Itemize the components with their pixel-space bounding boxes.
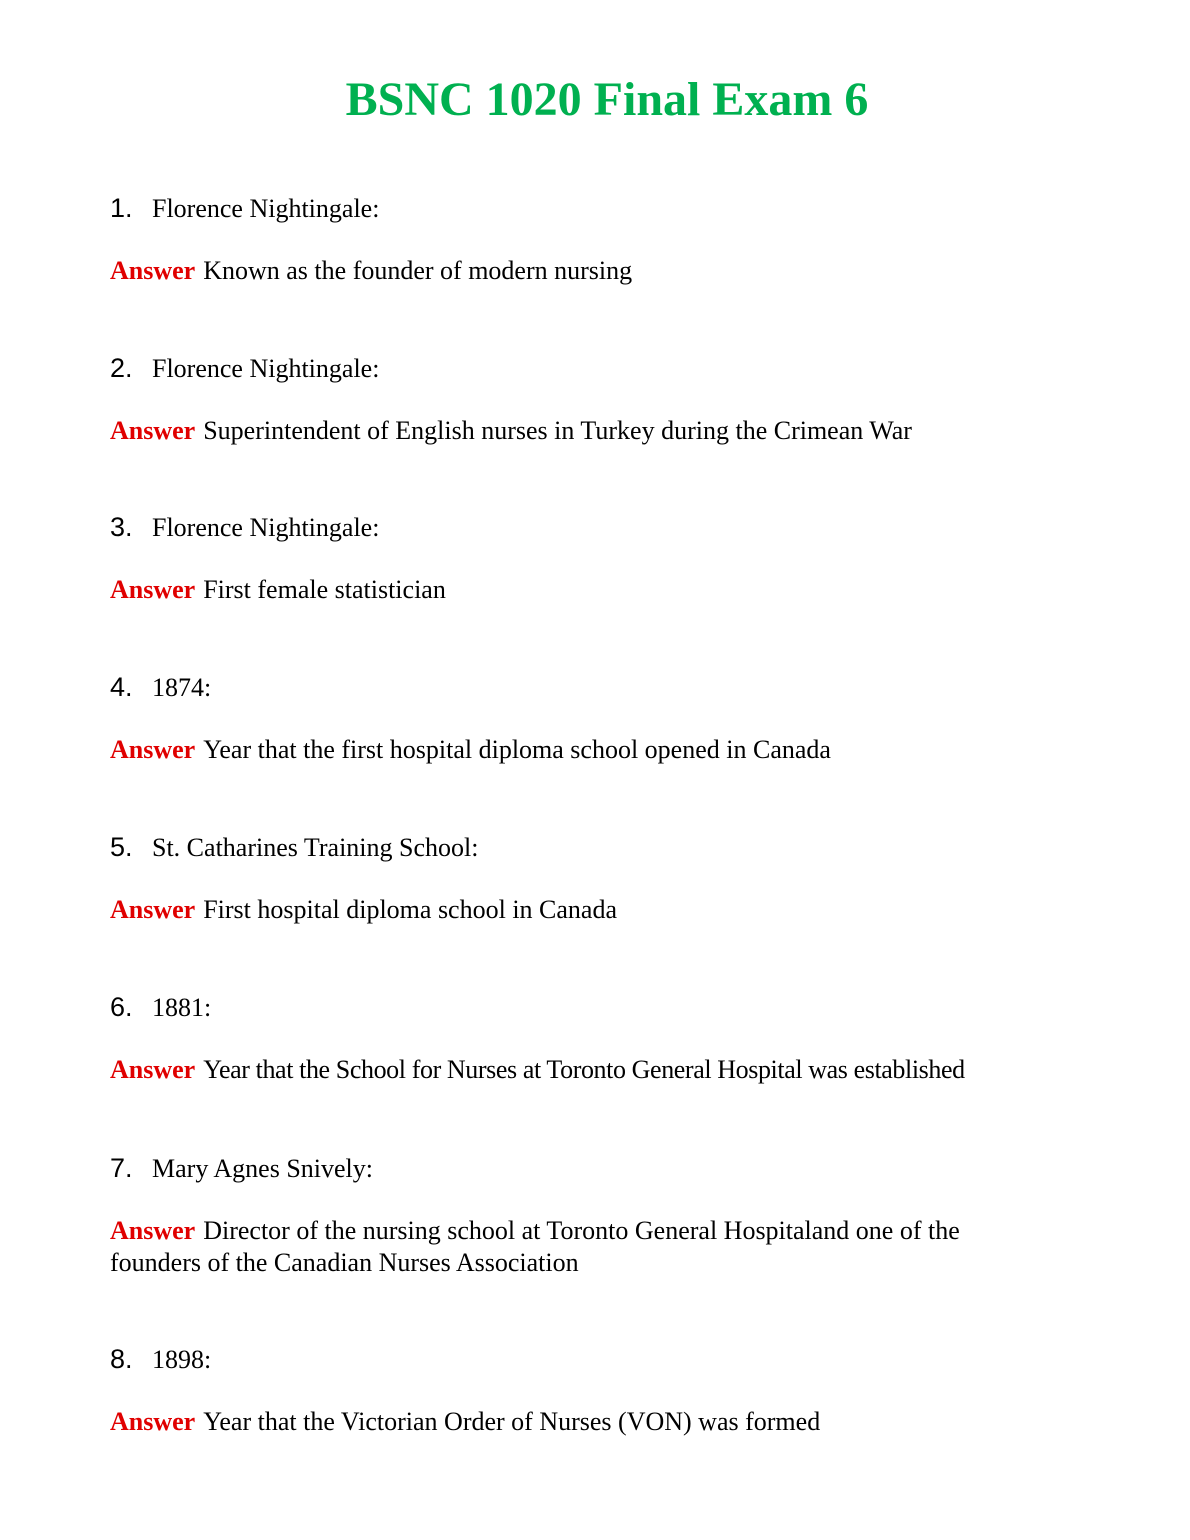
question xyxy=(110,352,1010,385)
question-number: 2. xyxy=(110,353,133,383)
qa-item-3 xyxy=(110,511,1010,606)
question-number: 3. xyxy=(110,512,133,542)
question xyxy=(110,1152,1000,1185)
question-number: 4. xyxy=(110,672,133,702)
qa-item-2 xyxy=(110,352,1010,447)
page-title: BSNC 1020 Final Exam 6 xyxy=(345,73,869,126)
answer-label: Answer xyxy=(110,416,196,445)
question xyxy=(110,192,1010,225)
answer-text: Known as the founder of modern nursing xyxy=(203,256,633,285)
question-text: Mary Agnes Snively: xyxy=(152,1154,373,1183)
answer-text: Year that the first hospital diploma school opened in Canada xyxy=(203,735,831,764)
question-number: 8. xyxy=(110,1344,133,1374)
answer xyxy=(110,1406,1010,1438)
question xyxy=(110,991,1010,1024)
question-text: Florence Nightingale: xyxy=(152,354,380,383)
answer-label: Answer xyxy=(110,735,196,764)
answer-text: First hospital diploma school in Canada xyxy=(203,895,618,924)
qa-item-5 xyxy=(110,831,1010,926)
answer-text: Superintendent of English nurses in Turkey during the Crimean War xyxy=(203,416,912,445)
answer xyxy=(110,1215,1000,1279)
answer xyxy=(110,1054,1010,1086)
qa-item-6 xyxy=(110,991,1010,1086)
question xyxy=(110,831,1010,864)
question-text: 1874: xyxy=(152,673,212,702)
question-number: 7. xyxy=(110,1153,133,1183)
qa-item-1 xyxy=(110,192,1010,287)
answer xyxy=(110,574,1010,606)
answer xyxy=(110,734,1010,766)
answer-label: Answer xyxy=(110,256,196,285)
answer-label: Answer xyxy=(110,575,196,604)
answer-text: Director of the nursing school at Toronto General Hospitaland one of the founders of the Canadian Nurses Association xyxy=(110,1216,960,1277)
question xyxy=(110,1343,1010,1376)
question-text: St. Catharines Training School: xyxy=(152,833,479,862)
question xyxy=(110,671,1010,704)
question-text: 1881: xyxy=(152,993,212,1022)
qa-item-7 xyxy=(110,1152,1000,1279)
answer xyxy=(110,894,1010,926)
question-text: Florence Nightingale: xyxy=(152,513,380,542)
answer-text: Year that the Victorian Order of Nurses (VON) was formed xyxy=(203,1407,821,1436)
qa-item-8 xyxy=(110,1343,1010,1438)
question-number: 6. xyxy=(110,992,133,1022)
answer-label: Answer xyxy=(110,895,196,924)
question xyxy=(110,511,1010,544)
qa-item-4 xyxy=(110,671,1010,766)
answer xyxy=(110,415,1010,447)
answer-text: First female statistician xyxy=(203,575,446,604)
question-number: 1. xyxy=(110,193,133,223)
answer-label: Answer xyxy=(110,1055,196,1084)
answer-text: Year that the School for Nurses at Toronto General Hospital was established xyxy=(203,1055,965,1084)
question-number: 5. xyxy=(110,832,133,862)
answer-label: Answer xyxy=(110,1216,196,1245)
question-text: 1898: xyxy=(152,1345,212,1374)
question-text: Florence Nightingale: xyxy=(152,194,380,223)
answer xyxy=(110,255,1010,287)
answer-label: Answer xyxy=(110,1407,196,1436)
